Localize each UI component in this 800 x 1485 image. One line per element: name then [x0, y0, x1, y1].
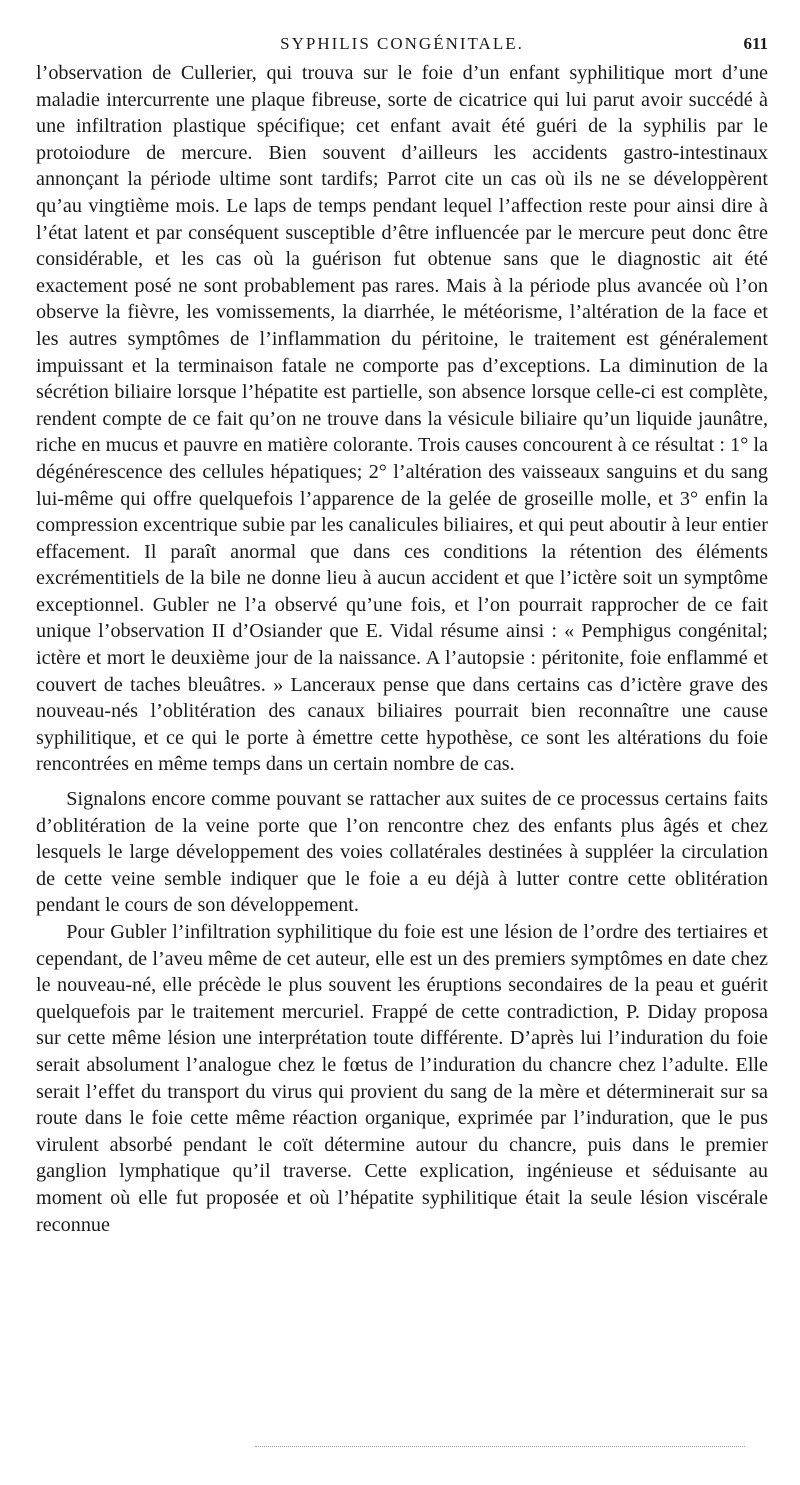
paragraph-gubler: Pour Gubler l’infiltration syphilitique du foie est une lésion de l’ordre des tertiaires et cependant, de l’aveu même de cet auteur, elle est un des premiers symptômes en date chez le nouveau-né, elle précède le plus souvent les éruptions secondaires de la peau et guérit quelquefois par le traitement mercuriel. Frappé de cette contradiction, P. Diday proposa sur cette même lésion une interprétation toute différente. D’après lui l’induration du foie serait absolument l’analogue chez le fœtus de l’induration du chancre chez l’adulte. Elle serait l’effet du transport du virus qui provient du sang de la mère et déterminerait sur sa route dans le foie cette même réaction organique, exprimée par l’induration, que le pus virulent absorbé pendant le coït détermine autour du chancre, puis dans le premier ganglion lymphatique qu’il traverse. Cette explication, ingénieuse et séduisante au moment où elle fut proposée et où l’hépatite syphilitique était la seule lésion viscérale reconnue: [36, 921, 768, 1236]
page-number: 611: [743, 34, 768, 53]
paragraph-continued: l’observation de Cullerier, qui trouva sur le foie d’un enfant syphilitique mort d’une maladie intercurrente une plaque fibreuse, sorte de cicatrice qui lui parut avoir succédé à une infiltration plastique spécifique; cet enfant avait été guéri de la syphilis par le protoiodure de mercure. Bien souvent d’ailleurs les accidents gastro-intestinaux annonçant la période ultime sont tardifs; Parrot cite un cas où ils ne se développèrent qu’au vingtième mois. Le laps de temps pendant lequel l’affection reste pour ainsi dire à l’état latent et par conséquent susceptible d’être influencée par le mercure peut donc être considérable, et les cas où la guérison fut obtenue sans que le diagnostic ait été exactement posé ne sont probablement pas rares. Mais à la période plus avancée où l’on observe la fièvre, les vomissements, la diarrhée, le météorisme, l’altération de la face et les autres symptômes de l’inflammation du péritoine, le traitement est généralement impuissant et la terminaison fatale ne comporte pas d’exceptions. La diminution de la sécrétion biliaire lorsque l’hépatite est partielle, son absence lorsque celle-ci est complète, rendent compte de ce fait qu’on ne trouve dans la vésicule biliaire qu’un liquide jaunâtre, riche en mucus et pauvre en matière colorante. Trois causes concourent à ce résultat : 1° la dégénérescence des cellules hépatiques; 2° l’altération des vaisseaux sanguins et du sang lui-même qui offre quelquefois l’apparence de la gelée de groseille molle, et 3° enfin la compression excentrique subie par les canalicules biliaires, et qui peut aboutir à leur entier effacement. Il paraît anormal que dans ces conditions la rétention des éléments excrémentitiels de la bile ne donne lieu à aucun accident et que l’ictère soit un symptôme exceptionnel. Gubler ne l’a observé qu’une fois, et l’on pourrait rapprocher de ce fait unique l’observation II d’Osiander que E. Vidal résume ainsi : « Pemphigus congénital; ictère et mort le deuxième jour de la naissance. A l’autopsie : péritonite, foie enflammé et couvert de taches bleuâtres. » Lanceraux pense que dans certains cas d’ictère grave des nouveau-nés l’oblitération des canaux biliaires pourrait bien reconnaître une cause syphilitique, et ce qui le porte à émettre cette hypothèse, ce sont les altérations du foie rencontrées en même temps dans un certain nombre de cas.: [36, 62, 768, 776]
paragraph-portal-vein: Signalons encore comme pouvant se rattacher aux suites de ce processus certains faits d’oblitération de la veine porte que l’on rencontre chez des enfants plus âgés et chez lesquels le large développement des voies collatérales destinées à suppléer la circulation de cette veine semble indiquer que le foie a eu déjà à lutter contre cette oblitération pendant le cours de son développement.: [36, 788, 768, 917]
body-text: [36, 60, 768, 1238]
footer-dotted-rule: [255, 1446, 745, 1447]
running-title: SYPHILIS CONGÉNITALE.: [280, 34, 524, 53]
page-header: [36, 34, 768, 58]
